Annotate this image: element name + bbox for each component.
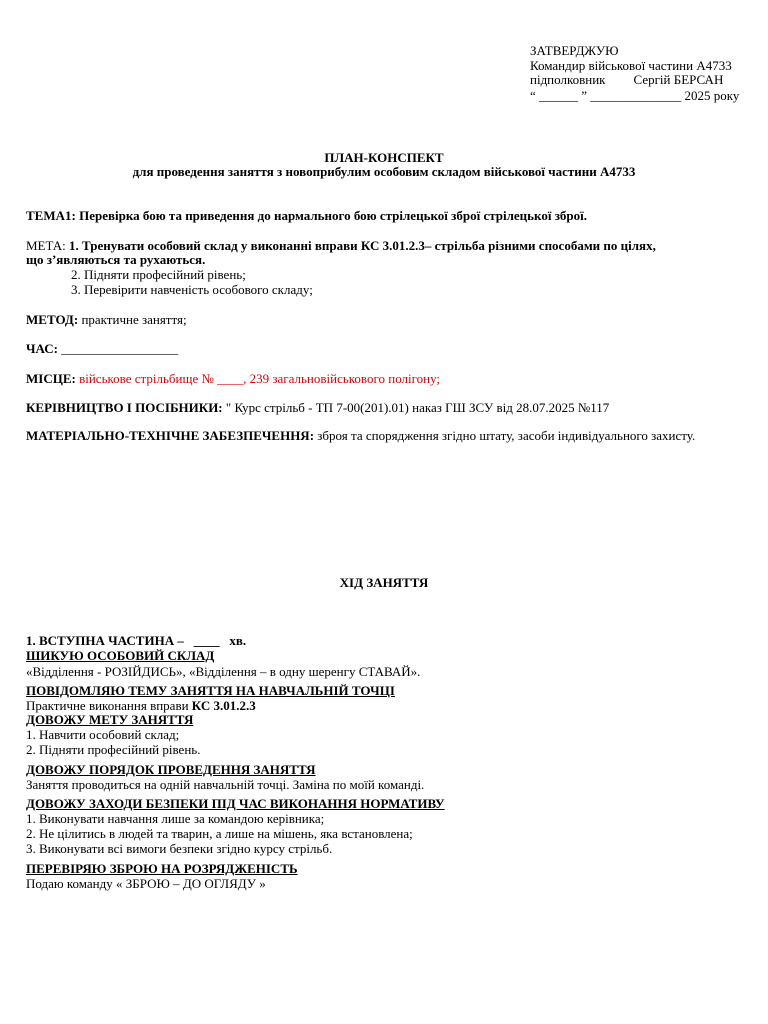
formation-heading: ШИКУЮ ОСОБОВИЙ СКЛАД xyxy=(26,648,215,663)
goal-item-1-cont: що з’являються та рухаються. xyxy=(26,252,206,267)
time-label: ЧАС: xyxy=(26,341,58,356)
goal-item-3: 3. Перевірити навченість особового складу; xyxy=(71,282,313,297)
order-heading: ДОВОЖУ ПОРЯДОК ПРОВЕДЕННЯ ЗАНЯТТЯ xyxy=(26,762,316,777)
document-subtitle: для проведення заняття з новоприбулим особовим складом військової частини А4733 xyxy=(132,164,636,179)
topic-label: ТЕМА1: xyxy=(26,208,76,223)
approval-signature-line xyxy=(530,73,739,88)
goal-label: МЕТА: xyxy=(26,238,66,253)
safety-item-3: 3. Виконувати всі вимоги безпеки згідно курсу стрільб. xyxy=(26,841,333,856)
check-heading: ПЕРЕВІРЯЮ ЗБРОЮ НА РОЗРЯДЖЕНІСТЬ xyxy=(26,861,298,876)
topic-line xyxy=(26,209,587,224)
approval-block xyxy=(530,44,739,103)
time-value: __________________ xyxy=(61,341,179,356)
topic-announce-text: Практичне виконання вправи xyxy=(26,698,192,713)
safety-heading: ДОВОЖУ ЗАХОДИ БЕЗПЕКИ ПІД ЧАС ВИКОНАННЯ НОРМАТИВУ xyxy=(26,796,445,811)
guides-label: КЕРІВНИЦТВО І ПОСІБНИКИ: xyxy=(26,400,223,415)
method-label: МЕТОД: xyxy=(26,312,79,327)
approval-position: Командир військової частини А4733 xyxy=(530,57,732,73)
intro-heading: 1. ВСТУПНА ЧАСТИНА – ____ хв. xyxy=(26,633,247,648)
place-value: військове стрільбище № ____, 239 загальновійськового полігону; xyxy=(79,371,441,386)
method-value: практичне заняття; xyxy=(81,312,187,327)
goal-announce-heading: ДОВОЖУ МЕТУ ЗАНЯТТЯ xyxy=(26,712,194,727)
method-line xyxy=(26,313,187,328)
approval-date: “ ______ ” ______________ 2025 року xyxy=(530,87,740,103)
goal-announce-1: 1. Навчити особовий склад; xyxy=(26,727,180,742)
safety-item-1: 1. Виконувати навчання лише за командою керівника; xyxy=(26,811,325,826)
topic-announce-code: КС 3.01.2.3 xyxy=(191,698,256,713)
place-line xyxy=(26,372,440,387)
supply-label: МАТЕРІАЛЬНО-ТЕХНІЧНЕ ЗАБЕЗПЕЧЕННЯ: xyxy=(26,428,315,443)
order-text: Заняття проводиться на одній навчальній точці. Заміна по моїй команді. xyxy=(26,777,425,792)
safety-item-2: 2. Не цілитись в людей та тварин, а лише на мішень, яка встановлена; xyxy=(26,826,413,841)
supply-value: зброя та спорядження згідно штату, засоби індивідуального захисту. xyxy=(317,428,696,443)
progress-title: ХІД ЗАНЯТТЯ xyxy=(339,575,429,590)
approval-name: Сергій БЕРСАН xyxy=(633,72,724,88)
goal-item-2: 2. Підняти професійний рівень; xyxy=(71,267,246,282)
supply-line xyxy=(26,429,695,444)
check-text: Подаю команду « ЗБРОЮ – ДО ОГЛЯДУ » xyxy=(26,876,266,891)
guides-line xyxy=(26,401,609,416)
goal-item-1: 1. Тренувати особовий склад у виконанні вправи КС 3.01.2.3– стрільба різними способами по цілях, xyxy=(69,238,656,253)
place-label: МІСЦЕ: xyxy=(26,371,76,386)
goal-announce-2: 2. Підняти професійний рівень. xyxy=(26,742,201,757)
approval-rank: підполковник xyxy=(530,72,606,88)
time-line xyxy=(26,342,178,357)
approval-approve: ЗАТВЕРДЖУЮ xyxy=(530,43,619,58)
topic-announce-heading: ПОВІДОМЛЯЮ ТЕМУ ЗАНЯТТЯ НА НАВЧАЛЬНІЙ ТОЧЦІ xyxy=(26,683,395,698)
guides-value: " Курс стрільб - ТП 7-00(201).01) наказ ГШ ЗСУ від 28.07.2025 №117 xyxy=(225,400,610,415)
document-title: ПЛАН-КОНСПЕКТ xyxy=(324,150,444,165)
topic-text: Перевірка бою та приведення до нармального бою стрілецької зброї стрілецької зброї. xyxy=(79,208,588,223)
formation-command: «Відділення - РОЗІЙДИСЬ», «Відділення – в одну шеренгу СТАВАЙ». xyxy=(26,664,421,679)
